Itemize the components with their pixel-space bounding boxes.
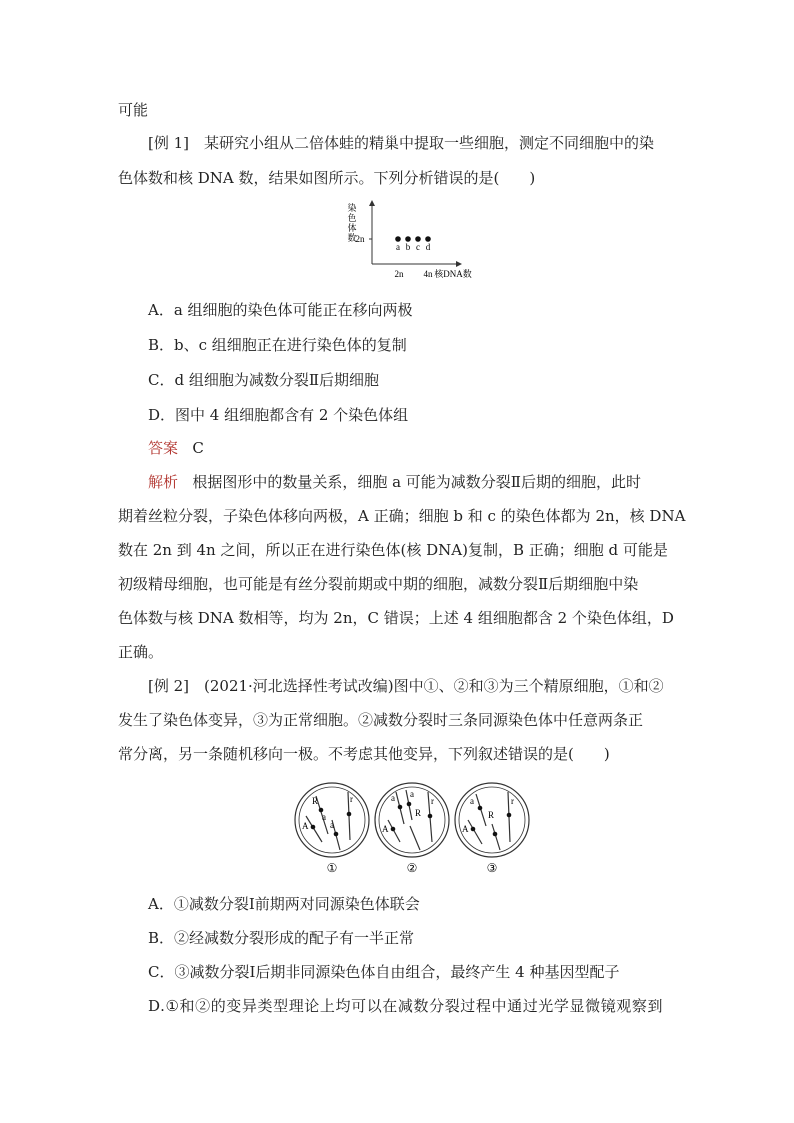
data-point-c <box>415 236 421 242</box>
paragraph-fragment: 可能 <box>118 101 149 119</box>
cell-3 <box>455 783 529 857</box>
example2-question-line1: [例 2] (2021·河北选择性考试改编)图中①、②和③为三个精原细胞，①和② <box>148 677 664 695</box>
analysis-line3: 数在 2n 到 4n 之间，所以正在进行染色体(核 DNA)复制，B 正确；细胞 d 可能是 <box>118 541 668 559</box>
example2-question-line3: 常分离，另一条随机移向一极。不考虑其他变异，下列叙述错误的是( ) <box>118 745 610 763</box>
gene-label: a <box>410 789 414 799</box>
gene-label: A <box>382 824 389 834</box>
answer-value: C <box>192 439 204 457</box>
gene-label: R <box>415 808 422 818</box>
y-tick-label: 2n <box>355 234 365 244</box>
gene-label: a <box>470 796 474 806</box>
gene-label: A <box>462 824 469 834</box>
example1-question-line2: 色体数和核 DNA 数，结果如图所示。下列分析错误的是( ) <box>118 169 536 187</box>
cell-1 <box>295 783 369 857</box>
centromere <box>347 812 352 817</box>
x-axis-arrow <box>456 261 462 267</box>
centromere <box>398 805 403 810</box>
analysis-line6: 正确。 <box>118 643 164 661</box>
centromere <box>428 814 433 819</box>
centromere <box>391 827 396 832</box>
gene-label: a <box>322 812 326 822</box>
analysis-line2: 期着丝粒分裂，子染色体移向两极，A 正确；细胞 b 和 c 的染色体都为 2n，核 DNA <box>118 507 686 525</box>
centromere <box>507 813 512 818</box>
cell-3-outer-membrane <box>455 783 529 857</box>
centromere <box>478 806 483 811</box>
centromere <box>407 802 412 807</box>
cell-label-2: ② <box>406 861 418 875</box>
x-tick-label-4n: 4n <box>423 269 433 279</box>
gene-label: r <box>431 796 434 806</box>
analysis-text-line1: 根据图形中的数量关系，细胞 a 可能为减数分裂Ⅱ后期的细胞，此时 <box>192 473 642 491</box>
answer-line <box>148 438 204 458</box>
gene-label: R <box>488 810 495 820</box>
cell-3-inner-membrane <box>459 787 525 853</box>
x-tick-label-2n: 2n <box>394 269 404 279</box>
centromere <box>493 832 498 837</box>
example2-option-b: B．②经减数分裂形成的配子有一半正常 <box>148 929 415 947</box>
analysis-label: 解析 <box>148 473 179 491</box>
gene-label: r <box>511 796 514 806</box>
centromere <box>334 832 339 837</box>
example2-option-a: A．①减数分裂Ⅰ前期两对同源染色体联会 <box>148 895 420 913</box>
data-point-label-d: d <box>425 242 431 252</box>
data-point-d <box>425 236 431 242</box>
example2-option-c: C．③减数分裂Ⅰ后期非同源染色体自由组合，最终产生 4 种基因型配子 <box>148 963 620 981</box>
data-point-label-b: b <box>405 242 411 252</box>
spermatogonia-figure <box>292 780 532 876</box>
gene-label: a <box>391 793 395 803</box>
y-axis-label-char: 染 <box>347 203 357 213</box>
gene-label: R <box>312 796 319 806</box>
analysis-line1 <box>148 472 641 492</box>
x-axis-label: 核DNA数 <box>434 269 472 279</box>
data-point-label-c: c <box>416 242 420 252</box>
y-axis-label-char: 体 <box>347 223 357 233</box>
centromere <box>311 825 316 830</box>
analysis-line4: 初级精母细胞，也可能是有丝分裂前期或中期的细胞，减数分裂Ⅱ后期细胞中染 <box>118 575 639 593</box>
gene-label: A <box>302 821 309 831</box>
chromosome <box>468 820 482 844</box>
y-axis-arrow <box>369 200 375 206</box>
chromosome-dna-chart <box>340 198 490 284</box>
chromosome <box>410 826 420 850</box>
data-point-a <box>395 236 401 242</box>
example1-option-a: A．a 组细胞的染色体可能正在移向两极 <box>148 301 413 319</box>
data-point-b <box>405 236 411 242</box>
example1-option-c: C．d 组细胞为减数分裂Ⅱ后期细胞 <box>148 371 380 389</box>
example2-option-d: D.①和②的变异类型理论上均可以在减数分裂过程中通过光学显微镜观察到 <box>148 997 664 1015</box>
cell-2 <box>375 783 449 857</box>
gene-label: r <box>350 794 353 804</box>
answer-label: 答案 <box>148 439 179 457</box>
example1-option-d: D．图中 4 组细胞都含有 2 个染色体组 <box>148 406 409 424</box>
chromosome <box>492 824 500 850</box>
cell-label-1: ① <box>326 861 338 875</box>
centromere <box>471 827 476 832</box>
gene-label: a <box>330 820 334 830</box>
y-axis-label-char: 数 <box>347 233 357 243</box>
example2-question-line2: 发生了染色体变异，③为正常细胞。②减数分裂时三条同源染色体中任意两条正 <box>118 711 644 729</box>
data-point-label-a: a <box>396 242 400 252</box>
example1-option-b: B．b、c 组细胞正在进行染色体的复制 <box>148 336 407 354</box>
example1-question-line1: [例 1] 某研究小组从二倍体蛙的精巢中提取一些细胞，测定不同细胞中的染 <box>148 134 655 152</box>
analysis-line5: 色体数与核 DNA 数相等，均为 2n，C 错误；上述 4 组细胞都含 2 个染色体组，D <box>118 609 674 627</box>
y-axis-label-char: 色 <box>347 213 357 223</box>
cell-label-3: ③ <box>486 861 498 875</box>
